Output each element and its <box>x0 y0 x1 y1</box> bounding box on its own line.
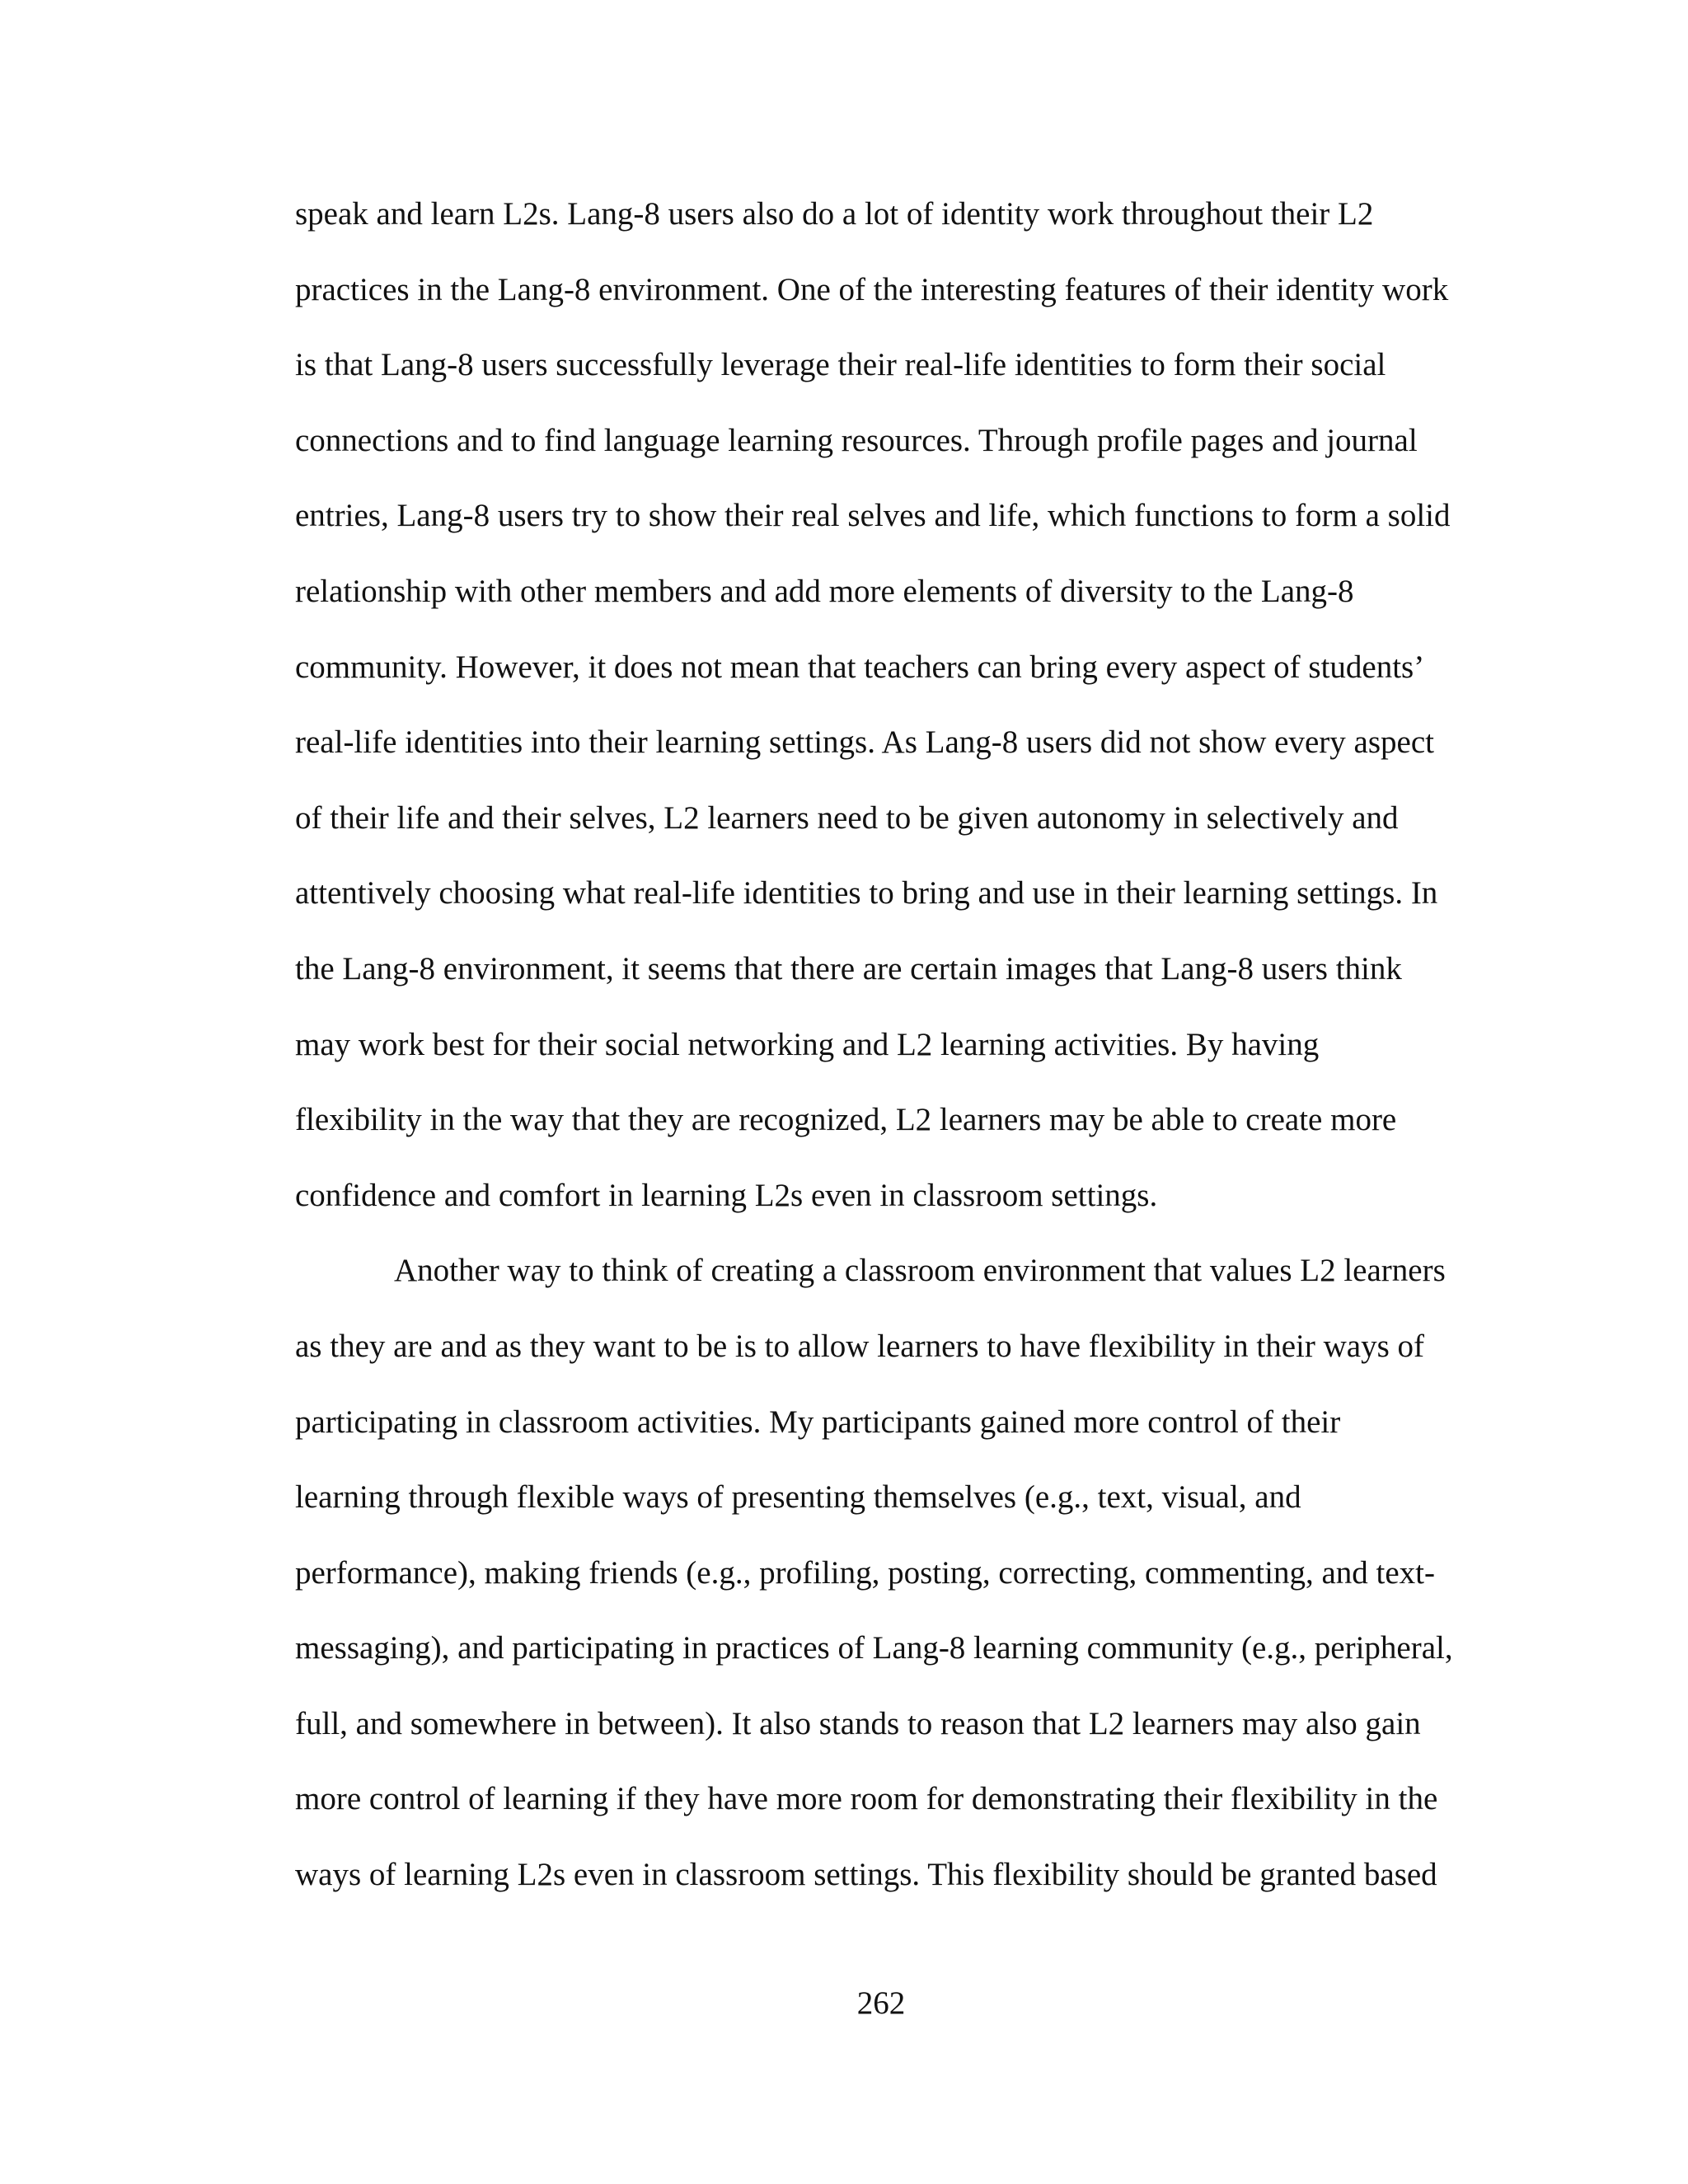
text-line: community. However, it does not mean that teachers can bring every aspect of students’ <box>295 649 1425 685</box>
body-text <box>295 190 1482 1926</box>
text-line: of their life and their selves, L2 learners need to be given autonomy in selectively and <box>295 799 1399 836</box>
text-line: is that Lang-8 users successfully leverage their real-life identities to form their social <box>295 347 1386 383</box>
text-line: the Lang-8 environment, it seems that there are certain images that Lang-8 users think <box>295 950 1402 987</box>
text-line: connections and to find language learning resources. Through profile pages and journal <box>295 422 1418 458</box>
text-line: performance), making friends (e.g., profiling, posting, correcting, commenting, and text- <box>295 1554 1435 1591</box>
text-line: relationship with other members and add more elements of diversity to the Lang-8 <box>295 573 1354 609</box>
page-number: 262 <box>856 1985 906 2021</box>
text-line: practices in the Lang-8 environment. One of the interesting features of their identity work <box>295 271 1449 307</box>
text-line: confidence and comfort in learning L2s even in classroom settings. <box>295 1177 1158 1213</box>
text-line: more control of learning if they have more room for demonstrating their flexibility in the <box>295 1781 1438 1817</box>
text-line: messaging), and participating in practices of Lang-8 learning community (e.g., peripheral, <box>295 1630 1453 1666</box>
text-line: attentively choosing what real-life identities to bring and use in their learning settings. In <box>295 875 1438 912</box>
text-line: real-life identities into their learning settings. As Lang-8 users did not show every aspect <box>295 724 1434 761</box>
text-line: learning through flexible ways of presenting themselves (e.g., text, visual, and <box>295 1479 1301 1516</box>
text-line: full, and somewhere in between). It also stands to reason that L2 learners may also gain <box>295 1705 1421 1741</box>
text-line: flexibility in the way that they are recognized, L2 learners may be able to create more <box>295 1102 1397 1138</box>
text-line: speak and learn L2s. Lang-8 users also do a lot of identity work throughout their L2 <box>295 196 1374 232</box>
text-line: entries, Lang-8 users try to show their real selves and life, which functions to form a solid <box>295 498 1451 534</box>
text-line: as they are and as they want to be is to allow learners to have flexibility in their ways of <box>295 1328 1425 1364</box>
text-line: ways of learning L2s even in classroom settings. This flexibility should be granted based <box>295 1857 1437 1893</box>
text-line: participating in classroom activities. My participants gained more control of their <box>295 1404 1341 1440</box>
text-line: may work best for their social networking and L2 learning activities. By having <box>295 1026 1320 1062</box>
paragraph-first-line: Another way to think of creating a classroom environment that values L2 learners <box>394 1253 1446 1289</box>
